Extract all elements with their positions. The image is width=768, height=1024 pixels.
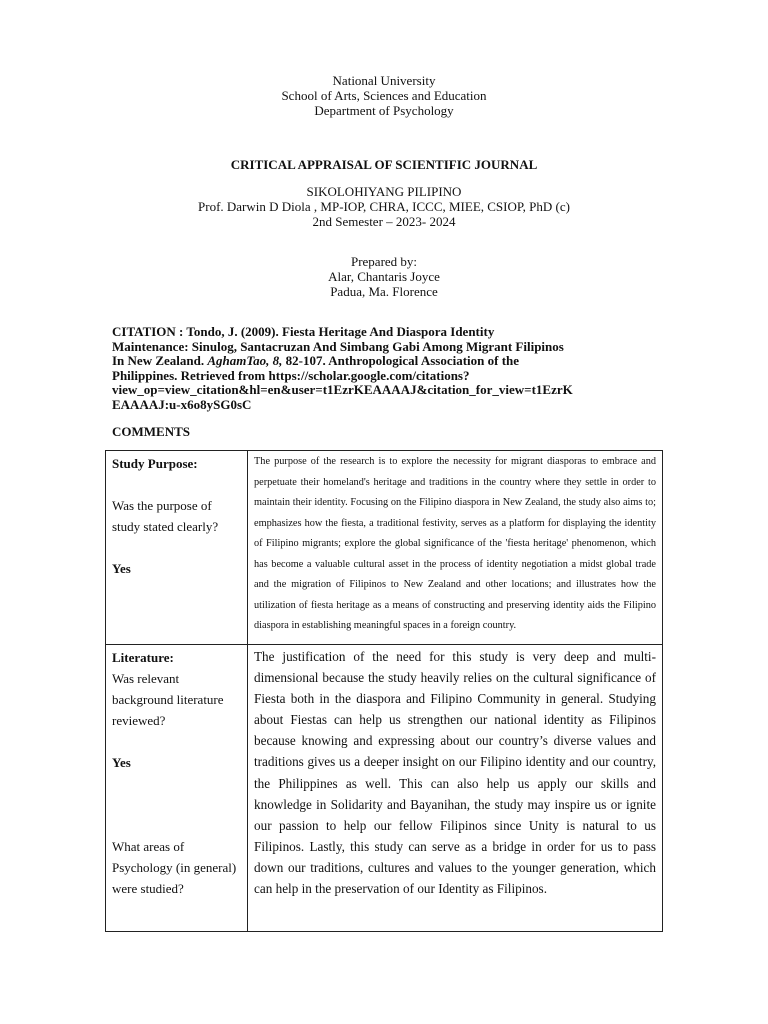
- row-question: Was relevant background literature reviewed?: [112, 671, 224, 728]
- course-name: SIKOLOHIYANG PILIPINO: [306, 184, 462, 199]
- row-question: What areas of Psychology (in general) were studied?: [112, 839, 237, 896]
- prepared-by: [0, 254, 768, 299]
- row-answer-label: Yes: [112, 561, 131, 576]
- author-name: Padua, Ma. Florence: [330, 284, 438, 299]
- row-heading: Study Purpose:: [112, 456, 198, 471]
- author-name: Alar, Chantaris Joyce: [328, 269, 440, 284]
- citation-block: [112, 325, 672, 412]
- row-answer-label: Yes: [112, 755, 131, 770]
- row-heading: Literature:: [112, 650, 174, 665]
- answer-cell: [248, 451, 663, 645]
- row-answer: The justification of the need for this study is very deep and multi-dimensional because the study heavily relies on the cultural significance of Fiesta both in the diaspora and Filipino Community in general. Studying about Fiestas can help us strengthen our national identity as Filipinos because knowing and expressing about our country’s diverse values and traditions gives us a deeper insight on our Filipino identity and our country, the Philippines as well. This can also help us apply our skills and knowledge in Solidarity and Bayanihan, the study may inspire us or ignite our passion to help our fellow Filipinos since Unity is natural to us Filipinos. Lastly, this study can serve as a bridge in order for us to pass down our traditions, cultures and values to the younger generation, which can help in the preservation of our Identity as Filipinos.: [254, 649, 656, 897]
- table-row: [106, 451, 663, 645]
- prepared-by-label: Prepared by:: [350, 254, 418, 269]
- document-title: CRITICAL APPRAISAL OF SCIENTIFIC JOURNAL: [230, 157, 538, 172]
- comments-heading: COMMENTS: [112, 424, 190, 439]
- table-row: [106, 645, 663, 932]
- department-name: Department of Psychology: [314, 103, 454, 118]
- citation-url-line: EAAAAJ:u-x6o8ySG0sC: [112, 396, 252, 412]
- citation-line: Maintenance: Sinulog, Santacruzan And Simbang Gabi Among Migrant Filipinos: [112, 338, 564, 354]
- citation-text: 82-107. Anthropological Association of the: [282, 353, 520, 368]
- professor-name: Prof. Darwin D Diola , MP-IOP, CHRA, ICCC, MIEE, CSIOP, PhD (c): [198, 199, 570, 214]
- citation-url-line: view_op=view_citation&hl=en&user=t1EzrKEAAAAJ&citation_for_view=t1EzrK: [112, 382, 573, 397]
- citation-text: In New Zealand.: [112, 353, 208, 368]
- appraisal-table: [105, 450, 663, 932]
- semester: 2nd Semester – 2023- 2024: [312, 214, 456, 229]
- question-cell: [106, 451, 248, 645]
- journal-name: AghamTao, 8,: [207, 353, 283, 368]
- row-question: Was the purpose of study stated clearly?: [112, 498, 219, 534]
- citation-line: Philippines. Retrieved from https://scholar.google.com/citations?: [112, 367, 470, 383]
- row-answer: The purpose of the research is to explore the necessity for migrant diasporas to embrace and perpetuate their homeland's heritage and traditions in the country where they settle in order to maintain their identity. Focusing on the Filipino diaspora in New Zealand, the study also aims to; emphasizes how the fiesta, a traditional festivity, serves as a platform for displaying the identity of Filipino migrants; explore the global significance of the 'fiesta heritage' phenomenon, which has become a valuable cultural asset in the process of identity negotiation a midst global trade and the migration of Filipinos to New Zealand and other locations; and illustrates how the utilization of fiesta heritage as a means of constructing and preserving identity aids the Filipino diaspora in establishing meaningful spaces in a foreign country.: [254, 456, 656, 631]
- course-info: [0, 184, 768, 229]
- university-name: National University: [332, 73, 436, 88]
- answer-cell: [248, 645, 663, 932]
- citation-line: [112, 354, 672, 369]
- citation-line: CITATION : Tondo, J. (2009). Fiesta Heritage And Diaspora Identity: [112, 324, 495, 339]
- school-name: School of Arts, Sciences and Education: [281, 88, 487, 103]
- institution-header: [0, 73, 768, 118]
- question-cell: [106, 645, 248, 932]
